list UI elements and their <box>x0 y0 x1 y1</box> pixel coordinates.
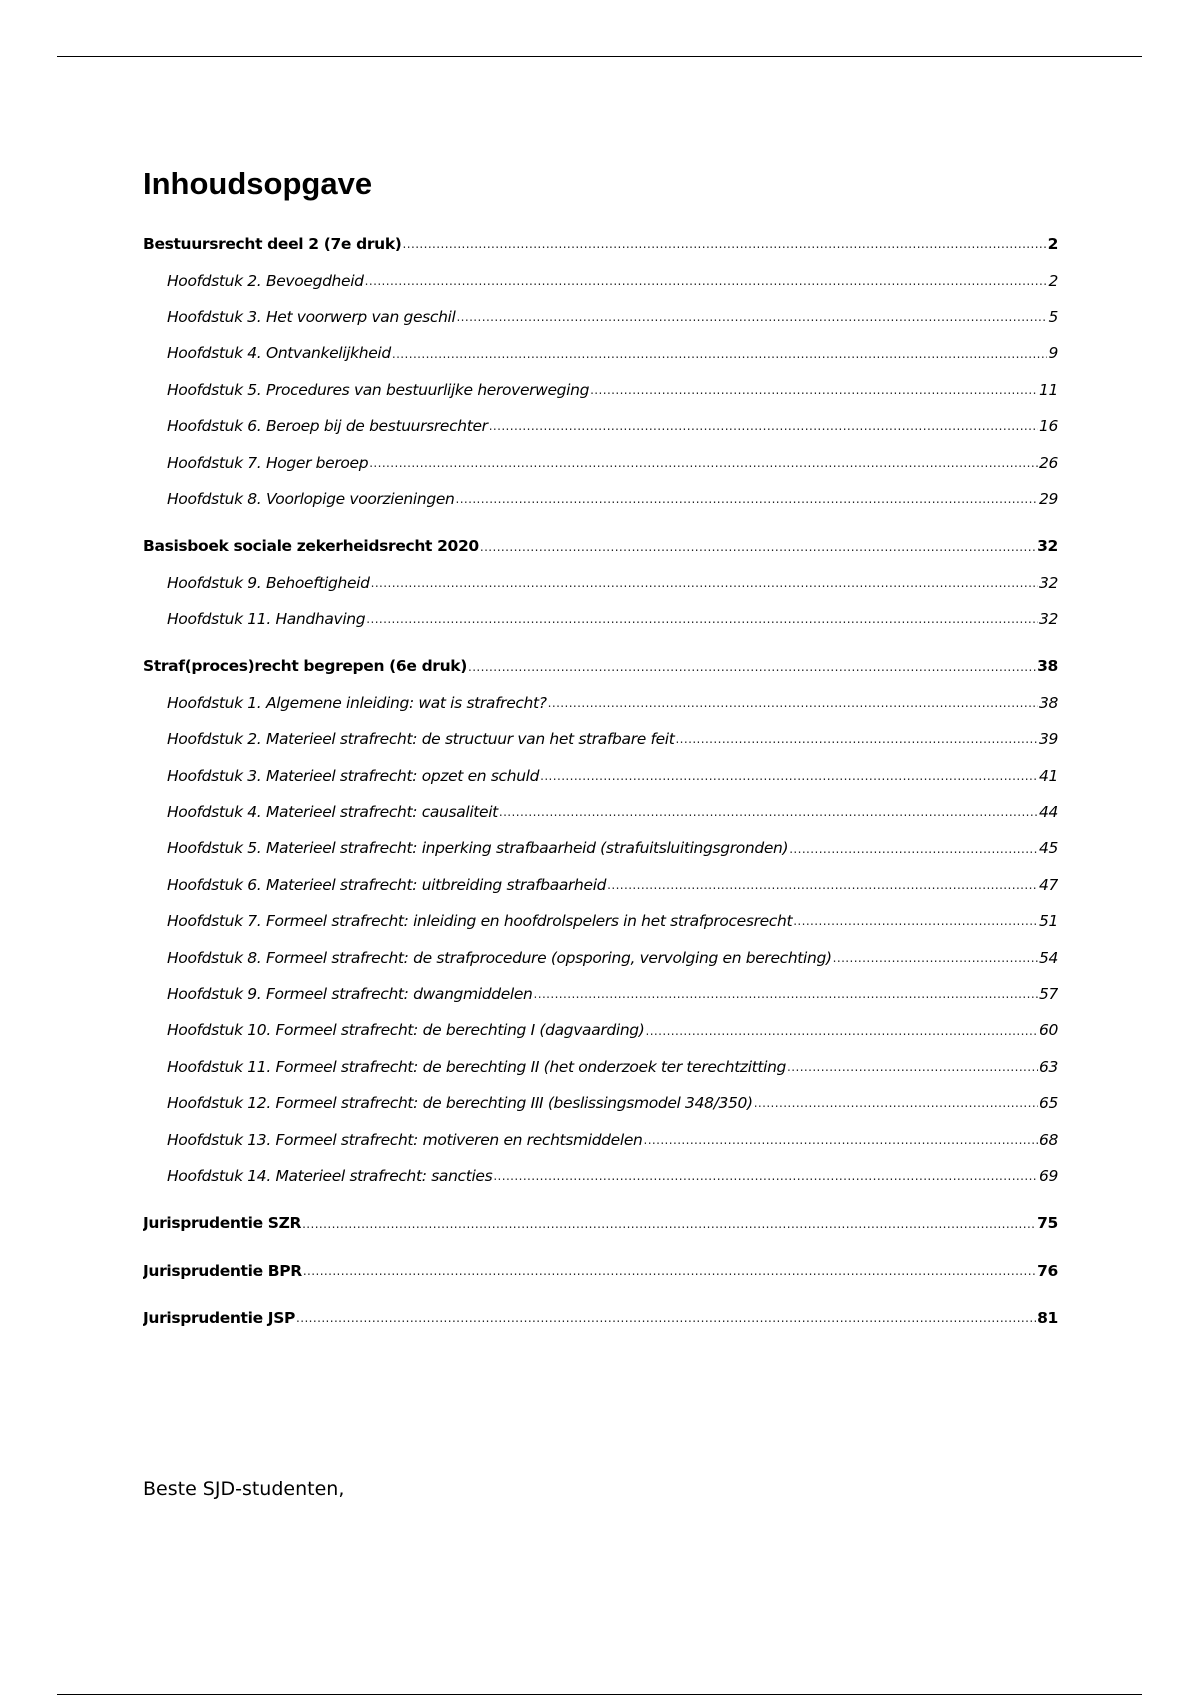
toc-leader-dots <box>366 612 1038 637</box>
toc-entry-page: 65 <box>1038 1094 1058 1113</box>
toc-entry-page: 51 <box>1038 912 1058 931</box>
toc-entry-page: 32 <box>1037 537 1058 556</box>
toc-entry-chapter[interactable] <box>143 1158 1058 1194</box>
toc-entry-label: Hoofdstuk 2. Bevoegdheid <box>167 271 364 290</box>
toc-entry-page: 32 <box>1038 610 1058 629</box>
toc-entry-page: 32 <box>1038 573 1058 592</box>
toc-entry-label: Basisboek sociale zekerheidsrecht 2020 <box>143 537 479 556</box>
toc-entry-page: 2 <box>1048 271 1058 290</box>
toc-entry-page: 38 <box>1038 693 1058 712</box>
toc-entry-page: 54 <box>1038 948 1058 967</box>
toc-entry-chapter[interactable] <box>143 867 1058 903</box>
toc-leader-dots <box>369 456 1038 481</box>
table-of-contents <box>143 226 1058 1336</box>
toc-leader-dots <box>548 696 1038 721</box>
toc-entry-label: Hoofdstuk 14. Materieel strafrecht: sancties <box>167 1166 493 1185</box>
toc-entry-strafprocesrecht[interactable] <box>143 648 1058 684</box>
toc-entry-chapter[interactable] <box>143 1049 1058 1085</box>
toc-entry-label: Hoofdstuk 7. Formeel strafrecht: inleiding en hoofdrolspelers in het strafprocesrecht <box>167 912 793 931</box>
toc-entry-label: Hoofdstuk 10. Formeel strafrecht: de berechting I (dagvaarding) <box>167 1021 645 1040</box>
toc-entry-label: Hoofdstuk 6. Beroep bij de bestuursrechter <box>167 417 488 436</box>
toc-entry-label: Hoofdstuk 3. Het voorwerp van geschil <box>167 307 456 326</box>
toc-entry-label: Hoofdstuk 4. Materieel strafrecht: causaliteit <box>167 803 498 822</box>
toc-entry-chapter[interactable] <box>143 757 1058 793</box>
footer-rule <box>57 1694 1142 1695</box>
toc-entry-label: Hoofdstuk 13. Formeel strafrecht: motiveren en rechtsmiddelen <box>167 1130 643 1149</box>
toc-entry-bestuursrecht[interactable] <box>143 226 1058 262</box>
toc-entry-jurisprudentie-bpr[interactable] <box>143 1253 1058 1289</box>
toc-leader-dots <box>392 347 1048 372</box>
toc-leader-dots <box>302 1217 1036 1242</box>
toc-entry-page: 39 <box>1038 730 1058 749</box>
toc-leader-dots <box>590 383 1038 408</box>
toc-entry-label: Hoofdstuk 11. Handhaving <box>167 610 366 629</box>
toc-leader-dots <box>480 540 1036 565</box>
toc-entry-label: Hoofdstuk 3. Materieel strafrecht: opzet en schuld <box>167 766 540 785</box>
toc-entry-page: 38 <box>1037 657 1058 676</box>
toc-leader-dots <box>534 987 1038 1012</box>
toc-entry-label: Hoofdstuk 1. Algemene inleiding: wat is strafrecht? <box>167 693 547 712</box>
toc-leader-dots <box>499 805 1038 830</box>
toc-entry-page: 63 <box>1038 1057 1058 1076</box>
toc-leader-dots <box>793 914 1038 939</box>
toc-entry-label: Hoofdstuk 7. Hoger beroep <box>167 453 369 472</box>
toc-entry-page: 57 <box>1038 985 1058 1003</box>
toc-entry-label: Hoofdstuk 2. Materieel strafrecht: de structuur van het strafbare feit <box>167 730 675 749</box>
toc-entry-chapter[interactable] <box>143 1085 1058 1121</box>
toc-entry-label: Hoofdstuk 9. Behoeftigheid <box>167 573 370 592</box>
toc-entry-page: 68 <box>1038 1130 1058 1149</box>
toc-leader-dots <box>468 660 1036 685</box>
toc-entry-chapter[interactable] <box>143 721 1058 757</box>
toc-entry-label: Hoofdstuk 8. Formeel strafrecht: de strafprocedure (opsporing, vervolging en berechting) <box>167 948 832 967</box>
toc-entry-label: Jurisprudentie BPR <box>143 1261 302 1280</box>
toc-leader-dots <box>489 419 1038 444</box>
toc-entry-label: Hoofdstuk 9. Formeel strafrecht: dwangmiddelen <box>167 985 533 1003</box>
toc-entry-page: 47 <box>1038 875 1058 894</box>
toc-leader-dots <box>455 492 1037 517</box>
toc-entry-chapter[interactable] <box>143 262 1058 298</box>
page-title: Inhoudsopgave <box>143 166 373 201</box>
toc-entry-chapter[interactable] <box>143 1012 1058 1048</box>
toc-leader-dots <box>493 1169 1038 1194</box>
toc-leader-dots <box>787 1060 1038 1085</box>
toc-leader-dots <box>789 842 1038 867</box>
toc-entry-chapter[interactable] <box>143 601 1058 637</box>
toc-entry-label: Bestuursrecht deel 2 (7e druk) <box>143 235 402 254</box>
toc-entry-label: Hoofdstuk 5. Procedures van bestuurlijke heroverweging <box>167 380 590 399</box>
toc-leader-dots <box>456 310 1047 335</box>
toc-entry-chapter[interactable] <box>143 444 1058 480</box>
toc-leader-dots <box>303 1264 1036 1289</box>
toc-leader-dots <box>646 1024 1038 1049</box>
toc-leader-dots <box>607 878 1038 903</box>
toc-leader-dots <box>643 1133 1037 1158</box>
header-rule <box>57 56 1142 57</box>
toc-leader-dots <box>296 1311 1036 1336</box>
toc-entry-page: 11 <box>1038 380 1058 399</box>
toc-entry-chapter[interactable] <box>143 335 1058 371</box>
toc-entry-chapter[interactable] <box>143 939 1058 975</box>
toc-entry-chapter[interactable] <box>143 830 1058 866</box>
toc-entry-basisboek[interactable] <box>143 528 1058 564</box>
toc-entry-chapter[interactable] <box>143 481 1058 517</box>
toc-entry-page: 76 <box>1037 1261 1058 1280</box>
toc-entry-page: 29 <box>1038 489 1058 508</box>
toc-entry-chapter[interactable] <box>143 372 1058 408</box>
toc-leader-dots <box>675 732 1038 757</box>
toc-entry-page: 81 <box>1037 1309 1058 1328</box>
toc-entry-label: Jurisprudentie SZR <box>143 1214 302 1233</box>
toc-entry-page: 60 <box>1038 1021 1058 1040</box>
toc-leader-dots <box>365 274 1048 299</box>
toc-entry-label: Jurisprudentie JSP <box>143 1309 296 1328</box>
toc-entry-page: 75 <box>1037 1214 1058 1233</box>
toc-entry-page: 26 <box>1038 453 1058 472</box>
toc-entry-jurisprudentie-jsp[interactable] <box>143 1300 1058 1336</box>
toc-entry-page: 69 <box>1038 1166 1058 1185</box>
toc-entry-label: Hoofdstuk 11. Formeel strafrecht: de berechting II (het onderzoek ter terechtzitting <box>167 1057 787 1076</box>
toc-entry-label: Hoofdstuk 8. Voorlopige voorzieningen <box>167 489 455 508</box>
toc-entry-chapter[interactable] <box>143 408 1058 444</box>
toc-entry-page: 44 <box>1038 803 1058 822</box>
toc-entry-chapter[interactable] <box>143 1121 1058 1157</box>
toc-entry-chapter[interactable] <box>143 976 1058 1012</box>
toc-entry-jurisprudentie-szr[interactable] <box>143 1205 1058 1241</box>
toc-leader-dots <box>754 1096 1038 1121</box>
toc-entry-label: Hoofdstuk 6. Materieel strafrecht: uitbreiding strafbaarheid <box>167 875 607 894</box>
toc-leader-dots <box>371 576 1038 601</box>
toc-entry-chapter[interactable] <box>143 903 1058 939</box>
toc-entry-page: 16 <box>1038 417 1058 436</box>
greeting-text: Beste SJD-studenten, <box>143 1478 345 1500</box>
toc-entry-label: Straf(proces)recht begrepen (6e druk) <box>143 657 467 676</box>
toc-entry-chapter[interactable] <box>143 794 1058 830</box>
toc-leader-dots <box>540 769 1038 794</box>
toc-entry-label: Hoofdstuk 5. Materieel strafrecht: inperking strafbaarheid (strafuitsluitingsgronden) <box>167 839 789 858</box>
toc-entry-page: 45 <box>1038 839 1058 858</box>
toc-entry-page: 9 <box>1048 344 1058 363</box>
toc-entry-page: 41 <box>1038 766 1058 785</box>
toc-entry-page: 5 <box>1048 307 1058 326</box>
toc-entry-chapter[interactable] <box>143 565 1058 601</box>
toc-leader-dots <box>833 951 1038 976</box>
toc-entry-label: Hoofdstuk 12. Formeel strafrecht: de berechting III (beslissingsmodel 348/350) <box>167 1094 753 1113</box>
toc-entry-chapter[interactable] <box>143 299 1058 335</box>
toc-entry-chapter[interactable] <box>143 685 1058 721</box>
toc-leader-dots <box>403 237 1047 262</box>
toc-entry-page: 2 <box>1047 235 1058 254</box>
toc-entry-label: Hoofdstuk 4. Ontvankelijkheid <box>167 344 391 363</box>
